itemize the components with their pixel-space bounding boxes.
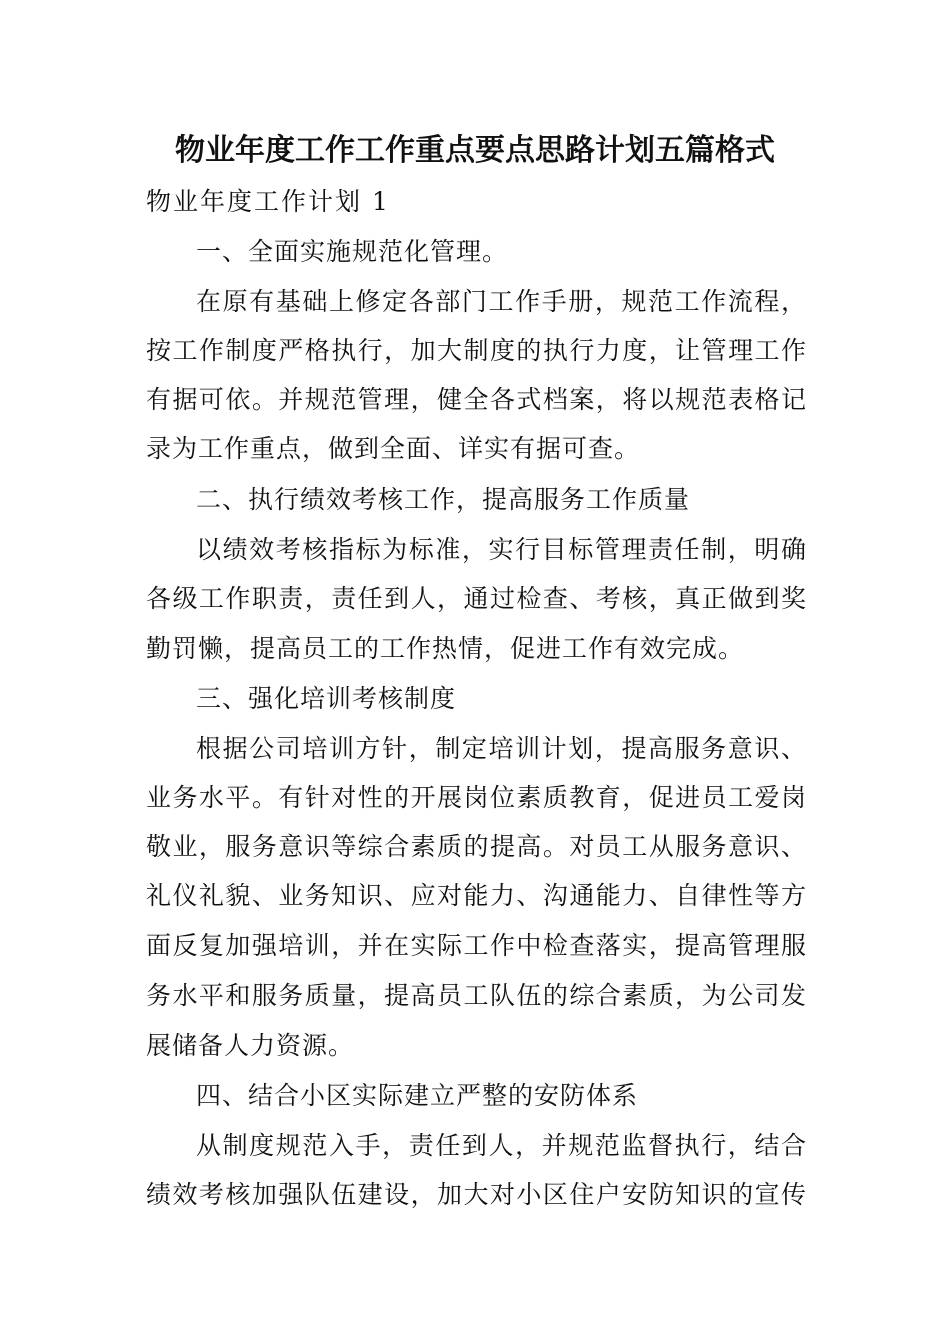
section-heading-2: 二、执行绩效考核工作，提高服务工作质量: [196, 485, 691, 514]
plan-subtitle: 物业年度工作计划 1: [146, 187, 390, 216]
paragraph-line: 勤罚懒，提高员工的工作热情，促进工作有效完成。: [146, 634, 745, 663]
paragraph-line: 从制度规范入手，责任到人，并规范监督执行，结合: [196, 1131, 806, 1160]
paragraph-line: 录为工作重点，做到全面、详实有据可查。: [146, 434, 641, 463]
paragraph-line: 各级工作职责，责任到人，通过检查、考核，真正做到奖: [146, 584, 806, 613]
paragraph-line: 以绩效考核指标为标准，实行目标管理责任制，明确: [196, 535, 806, 564]
section-heading-3: 三、强化培训考核制度: [196, 684, 457, 713]
paragraph-line: 绩效考核加强队伍建设，加大对小区住户安防知识的宣传: [146, 1180, 806, 1209]
paragraph-line: 务水平和服务质量，提高员工队伍的综合素质，为公司发: [146, 981, 806, 1010]
paragraph-line: 礼仪礼貌、业务知识、应对能力、沟通能力、自律性等方: [146, 881, 806, 910]
paragraph-line: 面反复加强培训，并在实际工作中检查落实，提高管理服: [146, 931, 806, 960]
section-heading-4: 四、结合小区实际建立严整的安防体系: [196, 1081, 639, 1110]
paragraph-line: 业务水平。有针对性的开展岗位素质教育，促进员工爱岗: [146, 783, 806, 812]
paragraph-line: 按工作制度严格执行，加大制度的执行力度，让管理工作: [146, 336, 806, 365]
paragraph-line: 有据可依。并规范管理，健全各式档案，将以规范表格记: [146, 385, 806, 414]
document-title: 物业年度工作工作重点要点思路计划五篇格式: [175, 133, 775, 168]
paragraph-line: 展储备人力资源。: [146, 1031, 355, 1060]
paragraph-line: 在原有基础上修定各部门工作手册，规范工作流程，: [196, 287, 806, 316]
paragraph-line: 敬业，服务意识等综合素质的提高。对员工从服务意识、: [146, 832, 806, 861]
section-heading-1: 一、全面实施规范化管理。: [196, 237, 509, 266]
paragraph-line: 根据公司培训方针，制定培训计划，提高服务意识、: [196, 734, 806, 763]
